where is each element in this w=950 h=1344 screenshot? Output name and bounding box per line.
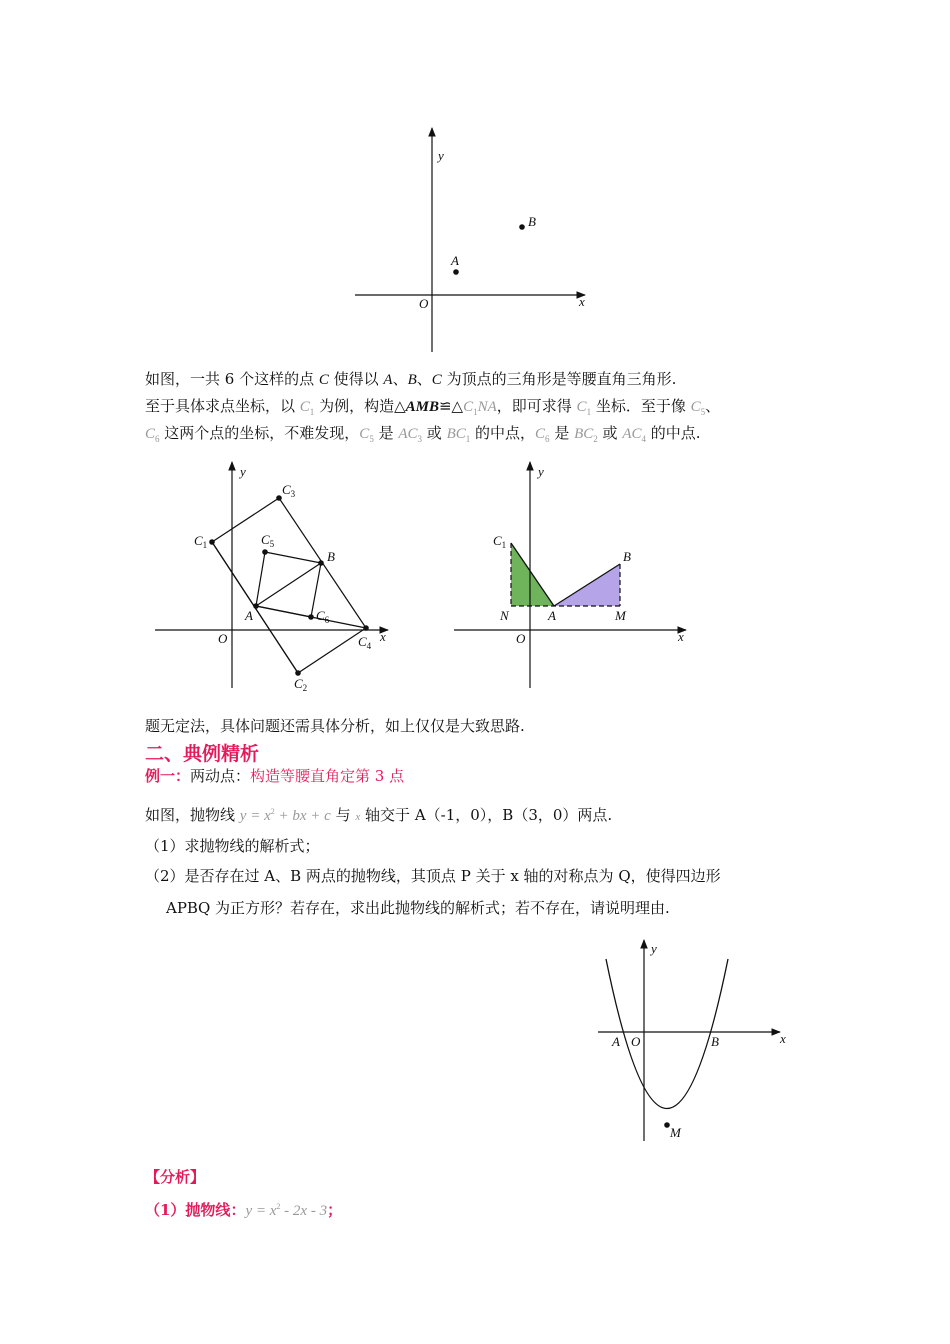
y-axis-label: y (538, 464, 544, 479)
question-2-line-2: APBQ 为正方形？若存在，求出此抛物线的解析式；若不存在，请说明理由. (166, 899, 670, 917)
x-axis-label: x (678, 629, 684, 644)
problem-statement: 如图，抛物线 $y = x^2$ + bx + c 与 x 轴交于 A（-1，0），B（3，0）两点. (145, 806, 613, 824)
question-2-line-1: （2）是否存在过 A、B 两点的抛物线，其顶点 P 关于 x 轴的对称点为 Q，使得四边形 (145, 867, 721, 885)
label-b: B (623, 549, 631, 564)
method-note: 题无定法，具体问题还需具体分析，如上仅仅是大致思路. (145, 717, 525, 735)
label-b: B (711, 1034, 719, 1049)
y-axis-label: y (438, 148, 444, 163)
label-m: M (670, 1125, 681, 1140)
y-axis-label: y (651, 941, 657, 956)
parabola-curve (606, 959, 728, 1109)
label-c6: $C_6$ (316, 608, 330, 625)
origin-label: O (419, 296, 429, 311)
origin-label: O (631, 1034, 641, 1049)
example-1-heading: 例一：两动点：构造等腰直角定第 3 点 (145, 767, 405, 785)
label-n: N (500, 608, 509, 623)
label-c2: $C_2$ (294, 676, 308, 693)
explanation-line-3: $C_6$ 这两个点的坐标，不难发现，$C_5$ 是 $AC_3$ 或 $BC_1$ 的中点，$C_6$ 是 $BC_2$ 或 $AC_4$ 的中点. (145, 424, 701, 444)
section-title: 二、典例精析 (145, 743, 260, 765)
label-a: A (612, 1034, 620, 1049)
label-a: A (548, 608, 556, 623)
label-a: A (245, 608, 253, 623)
x-axis-label: x (780, 1031, 786, 1046)
point-a-label: A (451, 253, 459, 268)
label-m: M (615, 608, 626, 623)
question-1: （1）求抛物线的解析式； (145, 837, 320, 855)
explanation-line-1: 如图，一共 6 个这样的点 C 使得以 A、B、C 为顶点的三角形是等腰直角三角形. (145, 370, 677, 388)
label-c4: $C_4$ (358, 634, 372, 651)
explanation-line-2: 至于具体求点坐标，以 $C_1$ 为例，构造$\triangle AMB≌\triangle C_1NA$，即可求得 $C_1$ 坐标．至于像 $C_5$、 (145, 397, 721, 417)
analysis-label: 【分析】 (145, 1168, 206, 1186)
label-c3: $C_3$ (282, 482, 296, 499)
label-c5: $C_5$ (261, 532, 275, 549)
figure-4-parabola (590, 936, 800, 1146)
point-m-vertex (664, 1122, 670, 1128)
origin-label: O (516, 631, 526, 646)
y-axis-label: y (240, 464, 246, 479)
x-axis-label: x (579, 294, 585, 309)
label-b: B (327, 549, 335, 564)
analysis-answer-1: （1）抛物线：$y = x^2 - 2x - 3$； (145, 1201, 343, 1219)
point-b-label: B (528, 214, 536, 229)
label-c1: $C_1$ (493, 533, 507, 550)
label-c1: $C_1$ (194, 533, 208, 550)
x-axis-label: x (380, 629, 386, 644)
origin-label: O (218, 631, 228, 646)
